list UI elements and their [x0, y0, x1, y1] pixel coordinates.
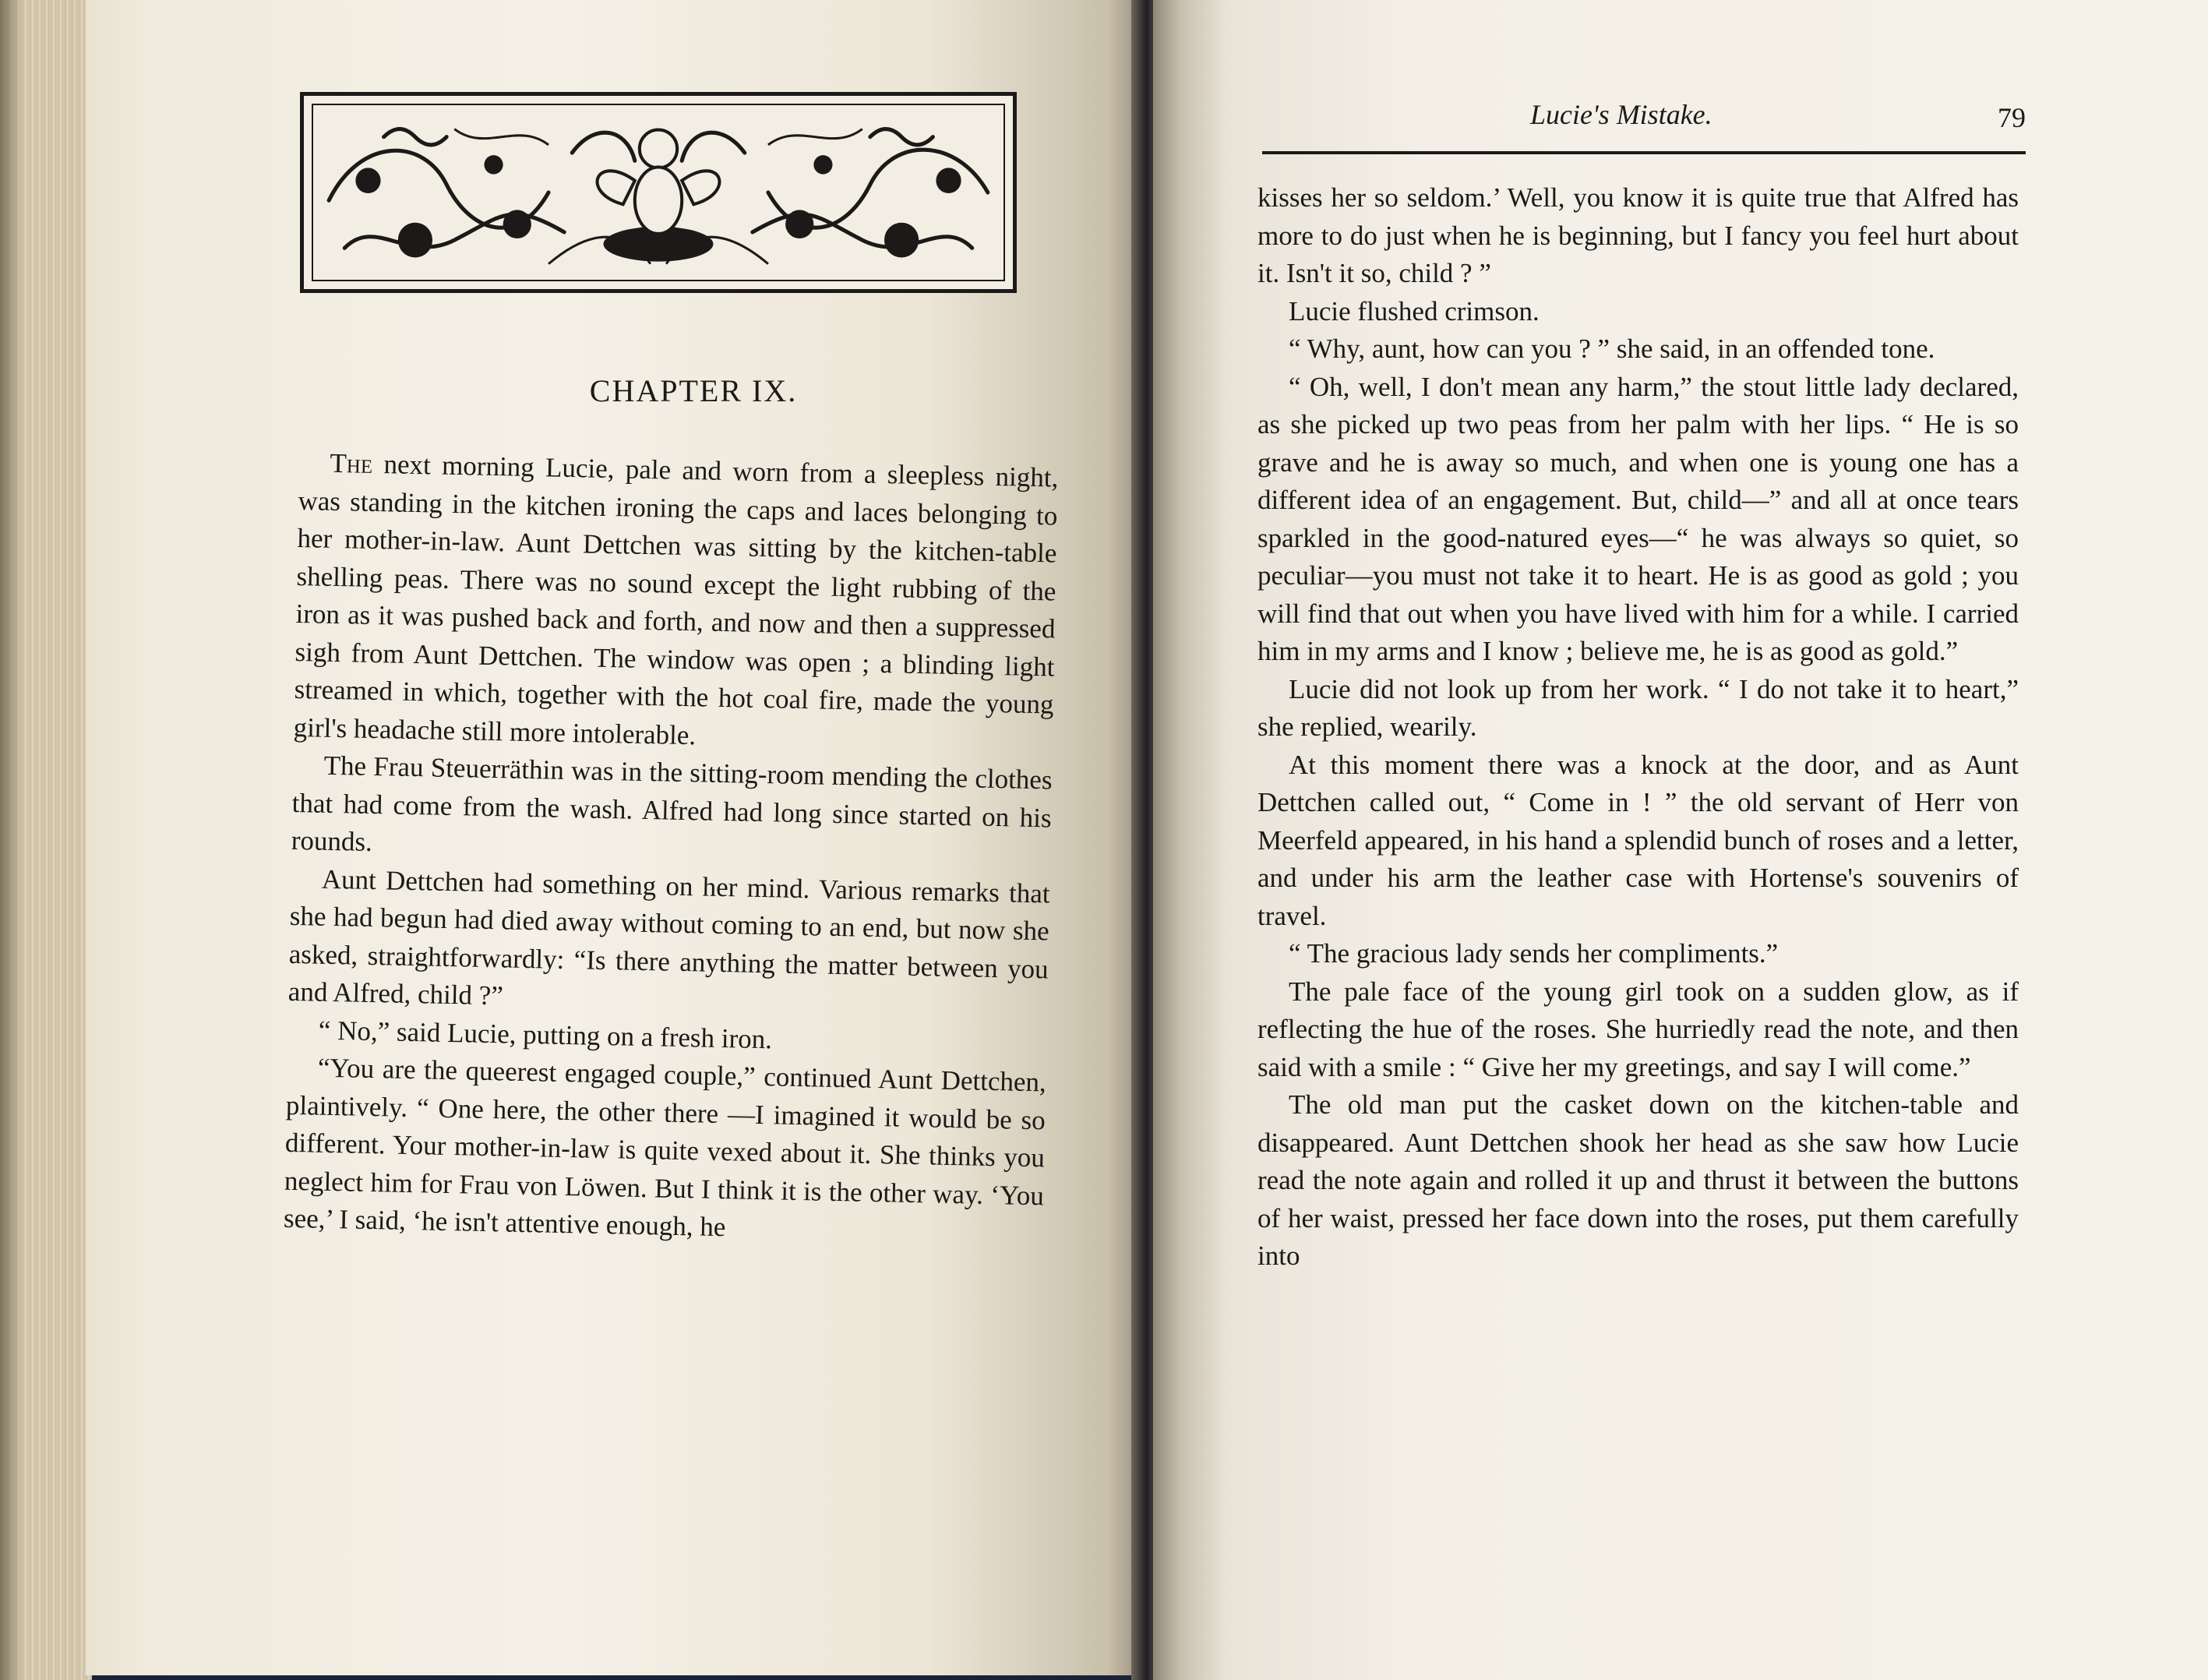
paragraph: The pale face of the young girl took on a sudden glow, as if reflecting the hue of the roses. She hurriedly read the note, and then said with a smile : “ Give her my greetings, and say I will come.” — [1257, 976, 2019, 1082]
left-page-body — [284, 444, 1059, 1253]
paragraph: At this moment there was a knock at the door, and as Aunt Dettchen called out, “ Come in ! ” the old servant of Herr von Meerfeld appeared, in his hand a splendid bunch of roses and a letter, and under his arm the leather case with Hortense's souvenirs of travel. — [1257, 749, 2019, 931]
header-rule — [1262, 151, 2026, 154]
paragraph: The Frau Steuerräthin was in the sitting-room mending the clothes that had come from the wash. Alfred had long since started on his rounds. — [291, 750, 1053, 857]
paragraph: Lucie flushed crimson. — [1289, 295, 1540, 326]
paragraph — [293, 444, 1059, 761]
paragraph: “ No,” said Lucie, putting on a fresh iron. — [318, 1015, 773, 1054]
running-title: Lucie's Mistake. — [1530, 99, 1712, 130]
paragraph: “ Oh, well, I don't mean any harm,” the stout little lady declared, as she picked up two peas from her palm with her lips. “ He is so grave and he is away so much, and when one is young one has a different idea of an engagement. But, child—” and all at once tears sparkled in the good-natured eyes—“ he was always so quiet, so peculiar—you must not take it to heart. He is as good as gold ; you will find that out when you have lived with him for a while. I carried him in my arms and I know ; believe me, he is as good as gold.” — [1257, 371, 2019, 666]
continuation-paragraph: kisses her so seldom.’ Well, you know it is quite true that Alfred has more to do just when he is beginning, but I fancy you feel hurt about it. Isn't it so, child ? ” — [1257, 182, 2019, 288]
paragraph: “ Why, aunt, how can you ? ” she said, in an offended tone. — [1289, 334, 1935, 364]
ornament-engraving — [313, 105, 1003, 280]
right-page-body — [1257, 179, 2019, 1276]
paragraph: Lucie did not look up from her work. “ I do not take it to heart,” she replied, wearily. — [1257, 673, 2019, 742]
paragraph: The old man put the casket down on the kitchen-table and disappeared. Aunt Dettchen shook her head as she saw how Lucie read the note again and rolled it up and thrust it between the buttons of her waist, pressed her face down into the roses, put them carefully into — [1257, 1089, 2019, 1271]
chapter-headpiece-ornament — [300, 92, 1017, 293]
chapter-title: CHAPTER IX. — [589, 373, 798, 408]
drop-word: The — [330, 447, 373, 479]
paragraph: “You are the queerest engaged couple,” continued Aunt Dettchen, plaintively. “ One here, the other there —I imagined it would be so different. Your mother-in-law is quite vexed about it. She thinks you neglect him for Frau von Löwen. But I think it is the other way. ‘You see,’ I said, ‘he isn't attentive enough, he — [283, 1052, 1047, 1243]
paragraph: “ The gracious lady sends her compliments.” — [1289, 938, 1779, 969]
paragraph: Aunt Dettchen had something on her mind. Various remarks that she had begun had died away without coming to an end, but now she asked, straightforwardly: “Is there anything the matter between you and Alfred, child ?” — [287, 863, 1051, 1011]
page-number: 79 — [1998, 102, 2026, 133]
page-edges-shadow — [0, 0, 23, 1680]
paragraph-text: next morning Lucie, pale and worn from a sleepless night, was standing in the kitchen ironing the caps and laces belonging to her mother-in-law. Aunt Dettchen was sitting by the kitchen-table shelling peas. There was no sound except the light rubbing of the iron as it was pushed back and forth, and now and then a suppressed sigh from Aunt Dettchen. The window was open ; a blinding light streamed in which, together with the hot coal fire, made the young girl's headache still more intolerable. — [293, 449, 1059, 750]
